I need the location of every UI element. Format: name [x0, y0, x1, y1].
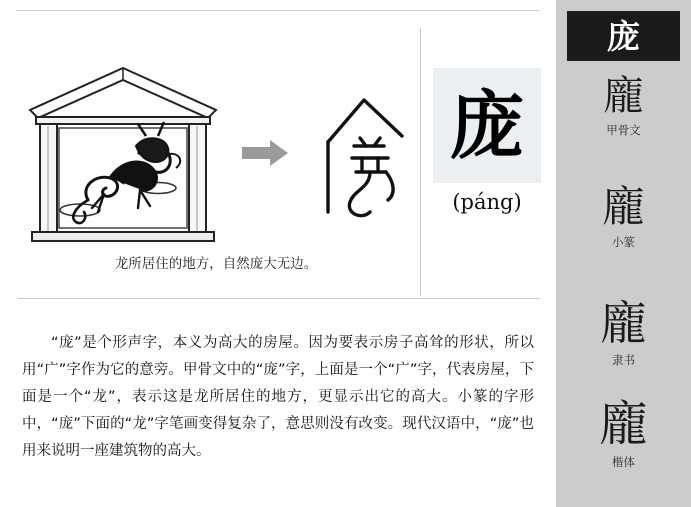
script-label: 小篆 — [612, 235, 635, 249]
illustration-row — [18, 52, 418, 252]
oracle-bone-glyph-pang — [310, 90, 430, 225]
top-divider — [16, 10, 540, 11]
dragon-in-gate-illustration — [18, 62, 228, 252]
script-variant-clerical — [556, 296, 691, 368]
explanation-text: “庞”是个形声字，本义为高大的房屋。因为要表示房子高耸的形状，所以用“广”字作为它的意旁。甲骨文中的“庞”字，上面是一个“广”字，代表房屋，下面是一个“龙”，表示这是龙所居住的地方，更显示出它的高大。小篆的字形中，“庞”下面的“龙”字笔画变得复杂了，意思则没有改变。现代汉语中，“庞”也用来说明一座建筑物的高大。 — [22, 335, 534, 459]
right-arrow-icon — [242, 140, 288, 166]
sidebar-header — [567, 11, 680, 61]
explanation-paragraph — [22, 330, 534, 465]
script-variant-seal — [556, 182, 691, 250]
sidebar-header-glyph: 庞 — [607, 16, 640, 56]
headword-card — [433, 68, 541, 183]
script-label: 甲骨文 — [606, 123, 641, 137]
vertical-divider — [420, 28, 421, 296]
headword-pinyin: (páng) — [452, 190, 522, 214]
script-label: 楷体 — [612, 455, 635, 469]
script-glyph: 龐 — [603, 73, 644, 119]
horizontal-divider — [18, 298, 540, 299]
script-glyph: 龐 — [599, 396, 648, 452]
illustration-caption: 龙所居住的地方，自然庞大无边。 — [114, 256, 318, 272]
script-variant-regular — [556, 396, 691, 470]
script-glyph: 龐 — [602, 182, 645, 231]
script-label: 隶书 — [612, 353, 635, 367]
headword-glyph: 庞 — [450, 82, 524, 169]
script-glyph: 龐 — [600, 296, 647, 350]
script-variant-oracle — [556, 73, 691, 138]
script-evolution-sidebar — [556, 0, 691, 507]
